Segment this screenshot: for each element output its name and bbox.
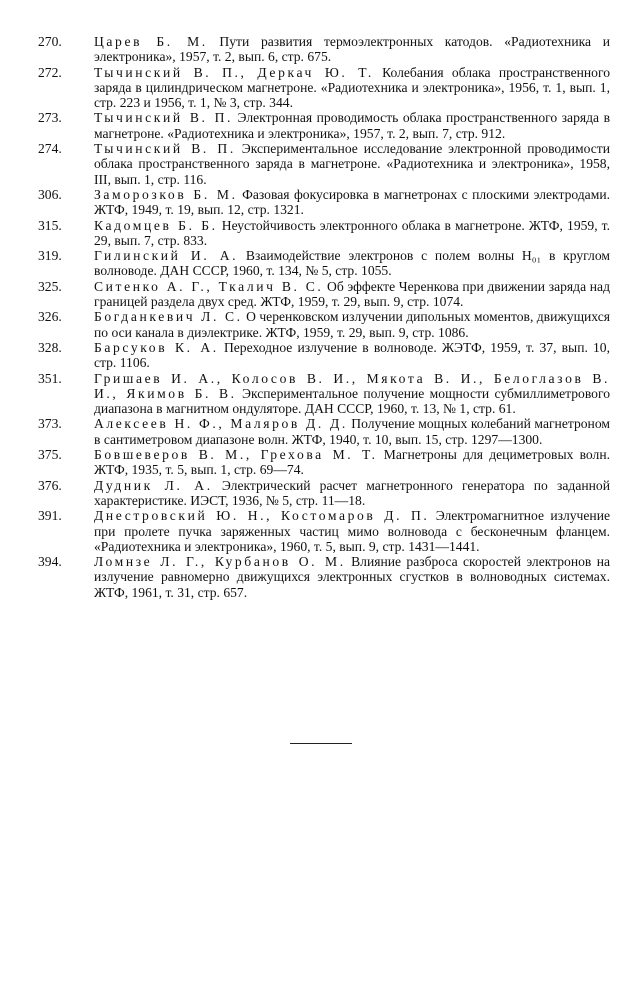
bibliography-entry bbox=[38, 554, 610, 600]
entry-number: 325. bbox=[38, 278, 62, 294]
end-divider bbox=[290, 743, 352, 744]
entry-number: 273. bbox=[38, 110, 62, 126]
entry-number: 319. bbox=[38, 248, 62, 264]
entry-authors: Гилинский И. А. bbox=[94, 248, 239, 264]
bibliography-list bbox=[38, 34, 610, 600]
entry-authors: Бовшеверов В. М., Грехова М. Т. bbox=[94, 447, 378, 463]
bibliography-entry bbox=[38, 34, 610, 65]
entry-number: 274. bbox=[38, 141, 62, 157]
entry-number: 375. bbox=[38, 447, 62, 463]
entry-number: 306. bbox=[38, 186, 62, 202]
entry-text: Экспериментальное получение мощности субмиллиметрового диапазона в магнитном ондуляторе. ДАН СССР, 1960, т. 13, № 1, стр. 61. bbox=[94, 385, 610, 417]
entry-authors: Алексеев Н. Ф., Маляров Д. Д. bbox=[94, 416, 348, 432]
bibliography-entry bbox=[38, 187, 610, 218]
bibliography-entry bbox=[38, 65, 610, 111]
bibliography-entry bbox=[38, 309, 610, 340]
bibliography-entry bbox=[38, 478, 610, 509]
entry-authors: Ситенко А. Г., Ткалич В. С. bbox=[94, 278, 324, 294]
entry-authors: Днестровский Ю. Н., Костомаров Д. П. bbox=[94, 508, 430, 524]
entry-text: Фазовая фокусировка в магнетронах с плоскими электродами. ЖТФ, 1949, т. 19, вып. 12, стр. 1321. bbox=[94, 186, 610, 218]
bibliography-entry bbox=[38, 508, 610, 554]
bibliography-entry bbox=[38, 279, 610, 310]
entry-authors: Дудник Л. А. bbox=[94, 477, 213, 493]
entry-authors: Барсуков К. А. bbox=[94, 339, 219, 355]
bibliography-entry bbox=[38, 340, 610, 371]
entry-number: 373. bbox=[38, 416, 62, 432]
entry-authors: Царев Б. М. bbox=[94, 34, 208, 49]
entry-authors: Заморозков Б. М. bbox=[94, 186, 238, 202]
entry-text: Экспериментальное исследование электронной проводимости облака пространственного заряда в магнетроне. «Радиотехника и электроника», 1958, III, вып. 1, стр. 116. bbox=[94, 141, 610, 187]
entry-number: 270. bbox=[38, 34, 62, 49]
entry-number: 376. bbox=[38, 477, 62, 493]
entry-text: О черенковском излучении дипольных моментов, движущихся по оси канала в диэлектрике. ЖТФ, 1959, т. 29, вып. 9, стр. 1086. bbox=[94, 309, 610, 340]
entry-number: 351. bbox=[38, 370, 62, 386]
entry-text: Неустойчивость электронного облака в магнетроне. ЖТФ, 1959, т. 29, вып. 7, стр. 833. bbox=[94, 217, 610, 248]
bibliography-entry bbox=[38, 416, 610, 447]
entry-text: Электрический расчет магнетронного генератора по заданной характеристике. ИЭСТ, 1936, № 5, стр. 11—18. bbox=[94, 477, 610, 508]
bibliography-entry bbox=[38, 248, 610, 279]
entry-number: 328. bbox=[38, 339, 62, 355]
entry-text: Об эффекте Черенкова при движении заряда над границей раздела двух сред. ЖТФ, 1959, т. 29, вып. 9, стр. 1074. bbox=[94, 278, 610, 310]
entry-text: Взаимодействие электронов с полем волны H₀₁ в круглом волноводе. ДАН СССР, 1960, т. 134, № 5, стр. 1055. bbox=[94, 248, 610, 279]
bibliography-entry bbox=[38, 218, 610, 249]
entry-authors: Кадомцев Б. Б. bbox=[94, 217, 218, 233]
bibliography-entry bbox=[38, 141, 610, 187]
entry-text: Пути развития термоэлектронных катодов. «Радиотехника и электроника», 1957, т. 2, вып. 6, стр. 675. bbox=[94, 34, 610, 65]
entry-authors: Гришаев И. А., Колосов В. И., Мякота В. И., Белоглазов В. И., Якимов Б. В. bbox=[94, 370, 610, 401]
entry-authors: Богданкевич Л. С. bbox=[94, 309, 243, 325]
entry-text: Получение мощных колебаний магнетроном в сантиметровом диапазоне волн. ЖТФ, 1940, т. 10, вып. 15, стр. 1297—1300. bbox=[94, 416, 610, 447]
entry-authors: Тычинский В. П. bbox=[94, 141, 236, 157]
bibliography-entry bbox=[38, 447, 610, 478]
entry-number: 315. bbox=[38, 217, 62, 233]
entry-number: 391. bbox=[38, 508, 62, 524]
entry-number: 272. bbox=[38, 64, 62, 80]
entry-text: Влияние разброса скоростей электронов на излучение равномерно движущихся электронных сгустков в волноводных системах. ЖТФ, 1961, т. 31, стр. 657. bbox=[94, 554, 611, 600]
entry-text: Электронная проводимость облака пространственного заряда в магнетроне. «Радиотехника и электроника», 1957, т. 2, вып. 7, стр. 912. bbox=[94, 110, 611, 141]
entry-text: Колебания облака пространственного заряда в цилиндрическом магнетроне. «Радиотехника и электроника», 1956, т. 1, вып. 1, стр. 223 и 1956, т. 1, № 3, стр. 344. bbox=[94, 64, 610, 111]
entry-number: 394. bbox=[38, 554, 62, 570]
bibliography-entry bbox=[38, 371, 610, 417]
entry-text: Магнетроны для дециметровых волн. ЖТФ, 1935, т. 5, вып. 1, стр. 69—74. bbox=[94, 447, 610, 478]
entry-number: 326. bbox=[38, 309, 62, 325]
bibliography-entry bbox=[38, 110, 610, 141]
entry-text: Переходное излучение в волноводе. ЖЭТФ, 1959, т. 37, вып. 10, стр. 1106. bbox=[94, 339, 610, 371]
entry-authors: Тычинский В. П. bbox=[94, 110, 234, 126]
entry-authors: Ломнзе Л. Г., Курбанов О. М. bbox=[94, 554, 346, 570]
entry-text: Электромагнитное излучение при пролете пучка заряженных частиц мимо волновода с бесконечным фланцем. «Радиотехника и электроника», 1960, т. 5, вып. 9, стр. 1431—1441. bbox=[94, 508, 610, 554]
entry-authors: Тычинский В. П., Деркач Ю. Т. bbox=[94, 64, 374, 80]
